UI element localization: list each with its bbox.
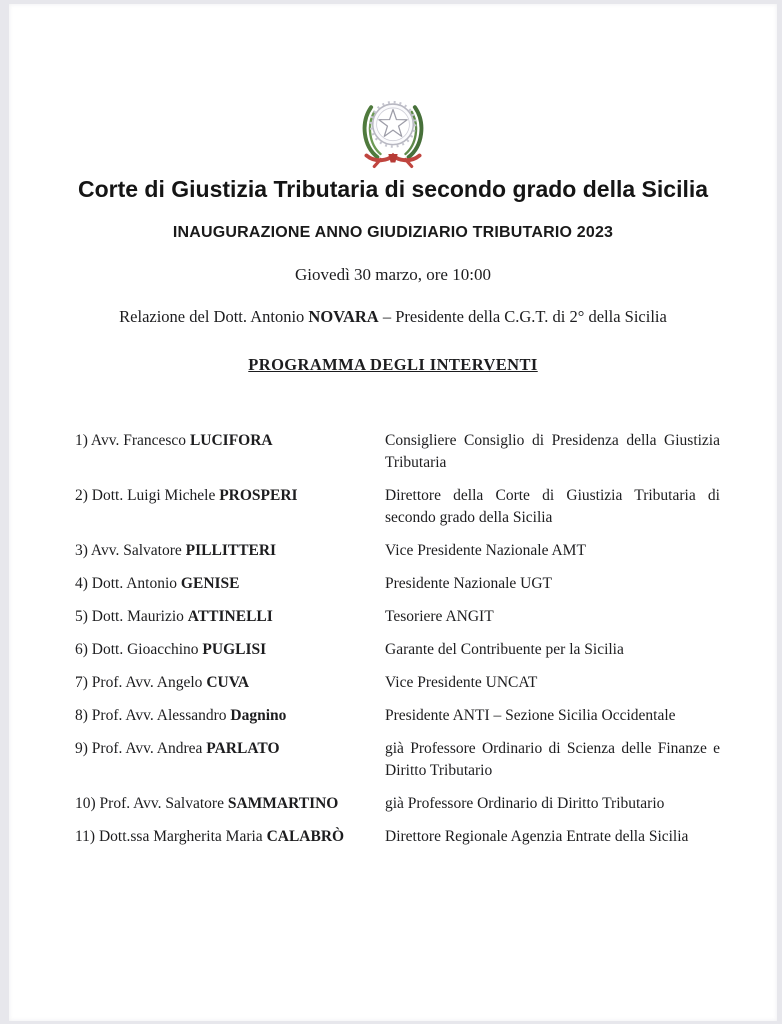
speaker-surname: PROSPERI [219, 487, 298, 504]
program-row-11 [75, 826, 720, 848]
speaker-role: Direttore Regionale Agenzia Entrate della Sicilia [385, 828, 689, 845]
document-page [9, 4, 777, 1021]
speaker-role: Tesoriere ANGIT [385, 608, 494, 625]
program-row-6 [75, 639, 720, 661]
relazione-line [9, 307, 777, 327]
program-row-7 [75, 672, 720, 694]
relazione-post: – Presidente della C.G.T. di 2° della Sicilia [378, 307, 667, 326]
speaker-name: 7) Prof. Avv. Angelo CUVA [75, 674, 250, 691]
speaker-role: Direttore della Corte di Giustizia Tributaria di secondo grado della Sicilia [385, 487, 720, 526]
program-row-8 [75, 705, 720, 727]
speaker-name: 4) Dott. Antonio GENISE [75, 575, 240, 592]
speaker-surname: SAMMARTINO [227, 795, 339, 812]
speaker-name: 10) Prof. Avv. Salvatore SAMMARTINO [75, 795, 339, 812]
speaker-surname: GENISE [180, 575, 240, 592]
speaker-role: Garante del Contribuente per la Sicilia [385, 641, 624, 658]
speaker-role: già Professore Ordinario di Scienza delle Finanze e Diritto Tributario [385, 740, 720, 779]
event-subtitle: INAUGURAZIONE ANNO GIUDIZIARIO TRIBUTARIO 2023 [172, 224, 614, 241]
program-row-9 [75, 738, 720, 782]
speaker-name: 9) Prof. Avv. Andrea PARLATO [75, 740, 280, 757]
speaker-role: Vice Presidente Nazionale AMT [385, 542, 586, 559]
speaker-name: 8) Prof. Avv. Alessandro Dagnino [75, 707, 287, 724]
speaker-name: 5) Dott. Maurizio ATTINELLI [75, 608, 273, 625]
speaker-surname: LUCIFORA [189, 432, 273, 449]
speaker-name: 1) Avv. Francesco LUCIFORA [75, 432, 273, 449]
program-row-4 [75, 573, 720, 595]
speaker-role: già Professore Ordinario di Diritto Tributario [385, 795, 665, 812]
program-row-10 [75, 793, 720, 815]
speaker-name: 2) Dott. Luigi Michele PROSPERI [75, 487, 298, 504]
event-date: Giovedì 30 marzo, ore 10:00 [295, 265, 491, 284]
speaker-role: Presidente Nazionale UGT [385, 575, 552, 592]
page-title: Corte di Giustizia Tributaria di secondo grado della Sicilia [77, 176, 709, 202]
speaker-role: Consigliere Consiglio di Presidenza della Giustizia Tributaria [385, 432, 720, 471]
speaker-name: 6) Dott. Gioacchino PUGLISI [75, 641, 267, 658]
speaker-surname: ATTINELLI [187, 608, 273, 625]
italy-republic-emblem-icon [354, 88, 432, 170]
section-heading: PROGRAMMA DEGLI INTERVENTI [248, 355, 538, 374]
program-row-3 [75, 540, 720, 562]
speaker-name: 3) Avv. Salvatore PILLITTERI [75, 542, 277, 559]
program-list [75, 430, 720, 848]
program-row-5 [75, 606, 720, 628]
speaker-role: Presidente ANTI – Sezione Sicilia Occidentale [385, 707, 676, 724]
speaker-surname: Dagnino [230, 707, 287, 724]
speaker-surname: PARLATO [206, 740, 280, 757]
speaker-name: 11) Dott.ssa Margherita Maria CALABRÒ [75, 828, 345, 845]
speaker-surname: PUGLISI [202, 641, 267, 658]
relazione-speaker-surname: NOVARA [308, 307, 379, 326]
speaker-surname: PILLITTERI [185, 542, 277, 559]
speaker-surname: CALABRÒ [266, 828, 345, 845]
program-row-2 [75, 485, 720, 529]
speaker-role: Vice Presidente UNCAT [385, 674, 538, 691]
program-row-1 [75, 430, 720, 474]
relazione-pre: Relazione del Dott. Antonio [119, 307, 309, 326]
speaker-surname: CUVA [206, 674, 250, 691]
